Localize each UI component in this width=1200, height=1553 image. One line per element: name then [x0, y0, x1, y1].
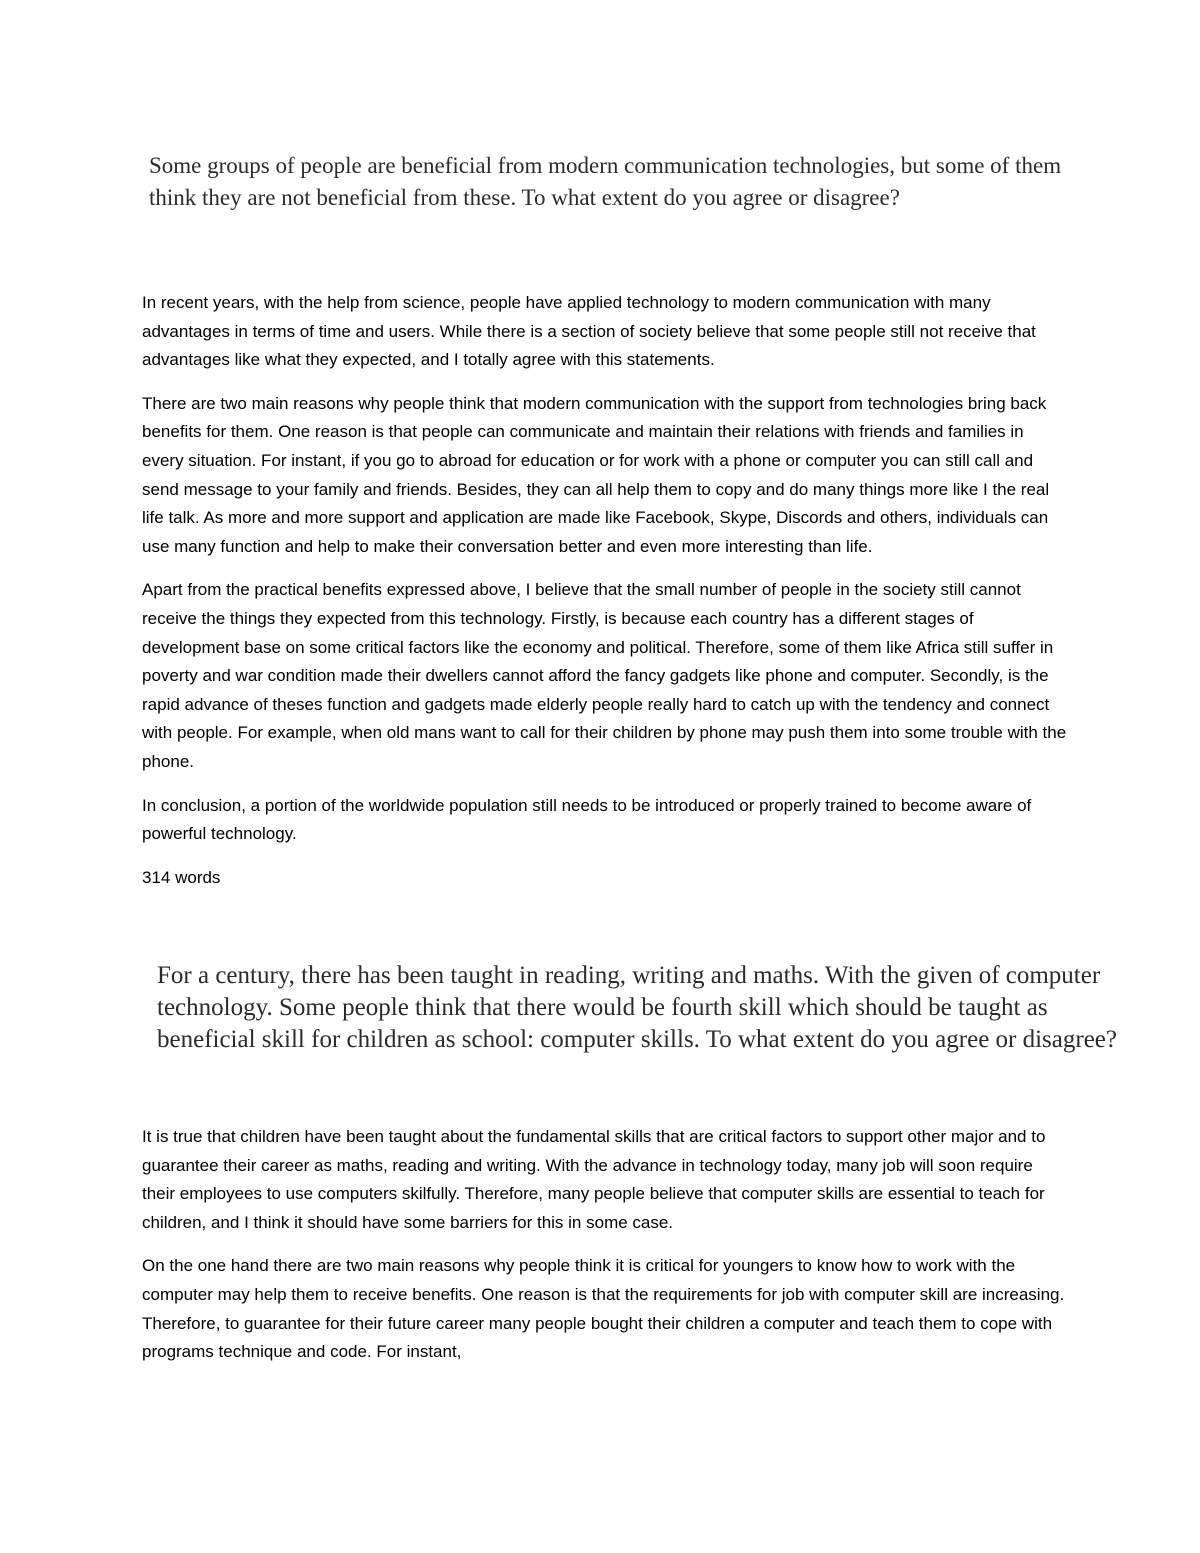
- essay-2-paragraph: It is true that children have been taught about the fundamental skills that are critical factors to support other major and to guarantee their career as maths, reading and writing. With the advance in technology today, many job will soon require their employees to use computers skilfully. Therefore, many people believe that computer skills are essential to teach for children, and I think it should have some barriers for this in some case.: [142, 1127, 1046, 1232]
- essay-1-paragraph: There are two main reasons why people think that modern communication with the support from technologies bring back benefits for them. One reason is that people can communicate and maintain their relations with friends and families in every situation. For instant, if you go to abroad for education or for work with a phone or computer you can still call and send message to your family and friends. Besides, they can all help them to copy and do many things more like I the real life talk. As more and more support and application are made like Facebook, Skype, Discords and others, individuals can use many function and help to make their conversation better and even more interesting than life.: [142, 393, 1050, 556]
- essay-1-paragraph: Apart from the practical benefits expressed above, I believe that the small number of people in the society still cannot receive the things they expected from this technology. Firstly, is because each country has a different stages of development base on some critical factors like the economy and political. Therefore, some of them like Africa still suffer in poverty and war condition made their dwellers cannot afford the fancy gadgets like phone and computer. Secondly, is the rapid advance of theses function and gadgets made elderly people really hard to catch up with the tendency and connect with people. For example, when old mans want to call for their children by phone may push them into some trouble with the phone.: [142, 580, 1067, 771]
- essay-body-2: [142, 1123, 1067, 1382]
- essay-body-1: [142, 289, 1067, 907]
- word-count: 314 words: [142, 867, 221, 887]
- essay-1-paragraph: In recent years, with the help from science, people have applied technology to modern communication with many advantages in terms of time and users. While there is a section of society believe that some people still not receive that advantages like what they expected, and I totally agree with this statements.: [142, 293, 1036, 370]
- essay-prompt-1: Some groups of people are beneficial from modern communication technologies, but some of them think they are not beneficial from these. To what extent do you agree or disagree?: [149, 153, 1062, 210]
- essay-2-paragraph: On the one hand there are two main reasons why people think it is critical for youngers to know how to work with the computer may help them to receive benefits. One reason is that the requirements for job with computer skill are increasing. Therefore, to guarantee for their future career many people bought their children a computer and teach them to cope with programs technique and code. For instant,: [142, 1256, 1065, 1362]
- essay-1-paragraph: In conclusion, a portion of the worldwide population still needs to be introduced or properly trained to become aware of powerful technology.: [142, 795, 1032, 844]
- essay-prompt-2: For a century, there has been taught in reading, writing and maths. With the given of computer technology. Some people think that there would be fourth skill which should be taught as beneficial skill for children as school: computer skills. To what extent do you agree or disagree?: [157, 962, 1117, 1053]
